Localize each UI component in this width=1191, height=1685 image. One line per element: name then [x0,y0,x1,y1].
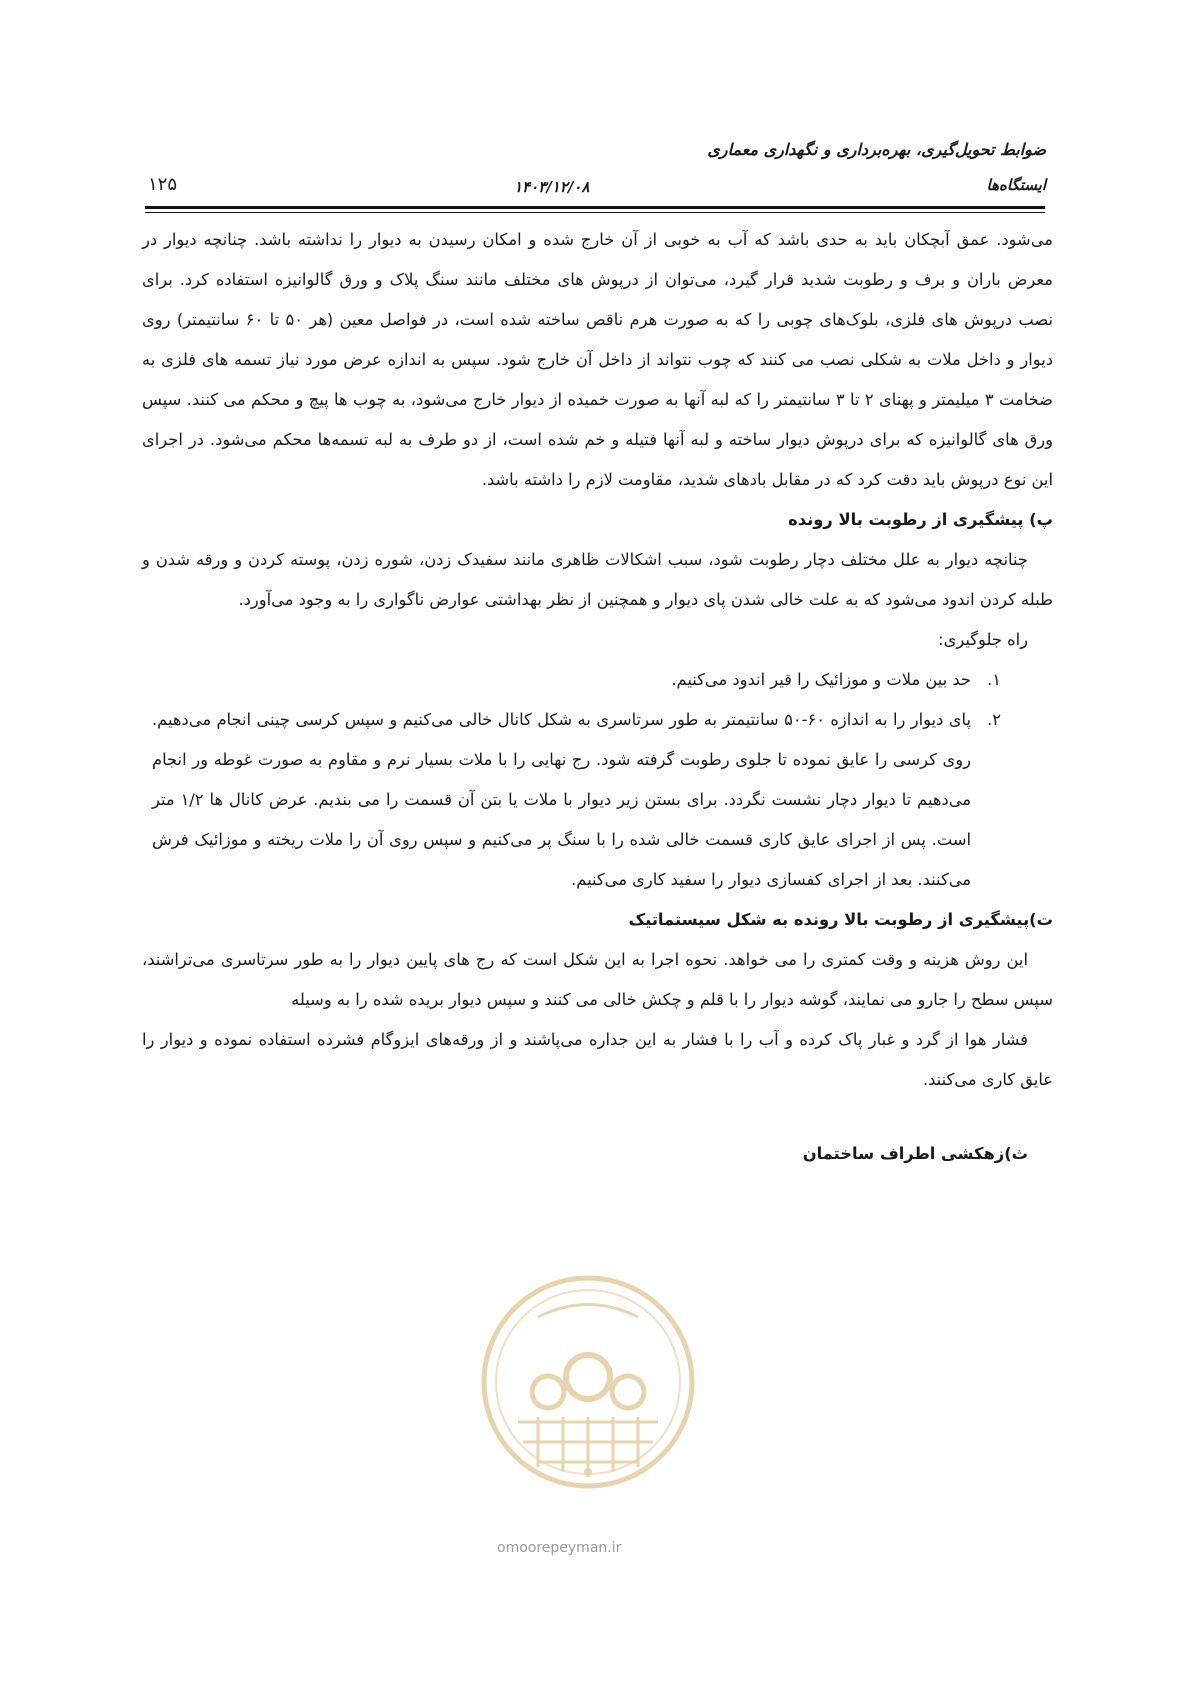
section-t-paragraph-2: فشار هوا از گرد و غبار پاک کرده و آب را با فشار به این جداره می‌پاشند و از ورقه‌های ایزوگام فشرده استفاده نموده و دیوار را عایق کاری می‌کنند. [142,1030,1053,1089]
list-item [152,660,1053,700]
list-item-number: ۲. [987,710,1001,729]
header-rule-thick [145,206,1045,209]
page-body [142,220,1053,1174]
spacer [142,1100,1053,1134]
page-number: ۱۲۵ [148,174,178,195]
header-subtitle: ایستگاه‌ها [986,176,1046,194]
watermark-url: omoorepeyman.ir [497,1540,622,1556]
intro-paragraph: می‌شود. عمق آبچکان باید به حدی باشد که آب به خوبی از آن خارج شده و امکان رسیدن به دیوار را نداشته باشد. چنانچه دیوار در معرض باران و برف و رطوبت شدید قرار گیرد، می‌توان از درپوش های مختلف مانند سنگ پلاک و ورق گالوانیزه استفاده کرد. برای نصب درپوش های فلزی، بلوک‌های چوبی را که به صورت هرم ناقص ساخته شده است، در فواصل معین (هر ۵۰ تا ۶۰ سانتیمتر) روی دیوار و داخل ملات به شکلی نصب می کنند که چوب نتواند از داخل آن خارج شود. سپس به اندازه عرض مورد نیاز تسمه های فلزی به ضخامت ۳ میلیمتر و پهنای ۲ تا ۳ سانتیمتر را که لبه آنها به صورت خمیده از دیوار خارج می‌شود، به چوب ها پیچ و محکم می کنند. سپس ورق های گالوانیزه که برای درپوش دیوار ساخته و لبه آنها فتیله و خم شده است، از دو طرف به لبه تسمه‌ها محکم می‌شود. در اجرای این نوع درپوش باید دقت کرد که در مقابل بادهای شدید، مقاومت لازم را داشته باشد. [142,230,1054,489]
list-item [152,700,1053,900]
section-p-paragraph: چنانچه دیوار به علل مختلف دچار رطوبت شود، سبب اشکالات ظاهری مانند سفیدک زدن، شوره زدن، پوسته کردن و ورقه شدن و طبله کردن اندود می‌شود که به علت خالی شدن پای دیوار و همچنین از نظر بهداشتی عوارض ناگواری را به وجود می‌آورد. [142,550,1053,609]
header-title: ضوابط تحویل‌گیری، بهره‌برداری و نگهداری معماری [707,140,1046,159]
list-item-number: ۱. [987,670,1001,689]
seal-watermark-icon [478,1272,698,1492]
header-rule-thin [145,212,1045,213]
list-item-text: پای دیوار را به اندازه ۶۰-۵۰ سانتیمتر به طور سرتاسری به شکل کانال خالی می‌کنیم و سپس کرسی چینی انجام می‌دهیم. روی کرسی را عایق نموده تا جلوی رطوبت گرفته شود. رج نهایی را با ملات بسیار نرم و مقاوم به صورت غوطه ور انجام می‌دهیم تا دیوار دچار نشست نگردد. برای بستن زیر دیوار با ملات یا بتن آن قسمت را می بندیم. عرض کانال ها ۱/۲ متر است. پس از اجرای عایق کاری قسمت خالی شده را با سنگ پر می‌کنیم و سپس روی آن را ملات ریخته و موزائیک فرش می‌کنند. بعد از اجرای کفسازی دیوار را سفید کاری می‌کنیم. [152,710,972,889]
section-t-heading: ت)پیشگیری از رطوبت بالا رونده به شکل سیستماتیک [628,910,1053,929]
section-t-paragraph-1: این روش هزینه و وقت کمتری را می خواهد. نحوه اجرا به این شکل است که رج های پایین دیوار را به طور سرتاسری می‌تراشند، سپس سطح را جارو می نمایند، گوشه دیوار را با قلم و چکش خالی می کنند و سپس دیوار بریده شده را به وسیله [142,950,1053,1009]
list-item-text: حد بین ملات و موزائیک را قیر اندود می‌کنیم. [671,670,971,689]
header-date: ۱۴۰۳/۱۲/۰۸ [514,178,590,196]
prevention-list [142,660,1053,900]
prevention-label: راه جلوگیری: [938,630,1028,649]
section-th-heading: ث)زهکشی اطراف ساختمان [802,1144,1028,1163]
section-p-heading: پ) پیشگیری از رطوبت بالا رونده [788,510,1053,529]
